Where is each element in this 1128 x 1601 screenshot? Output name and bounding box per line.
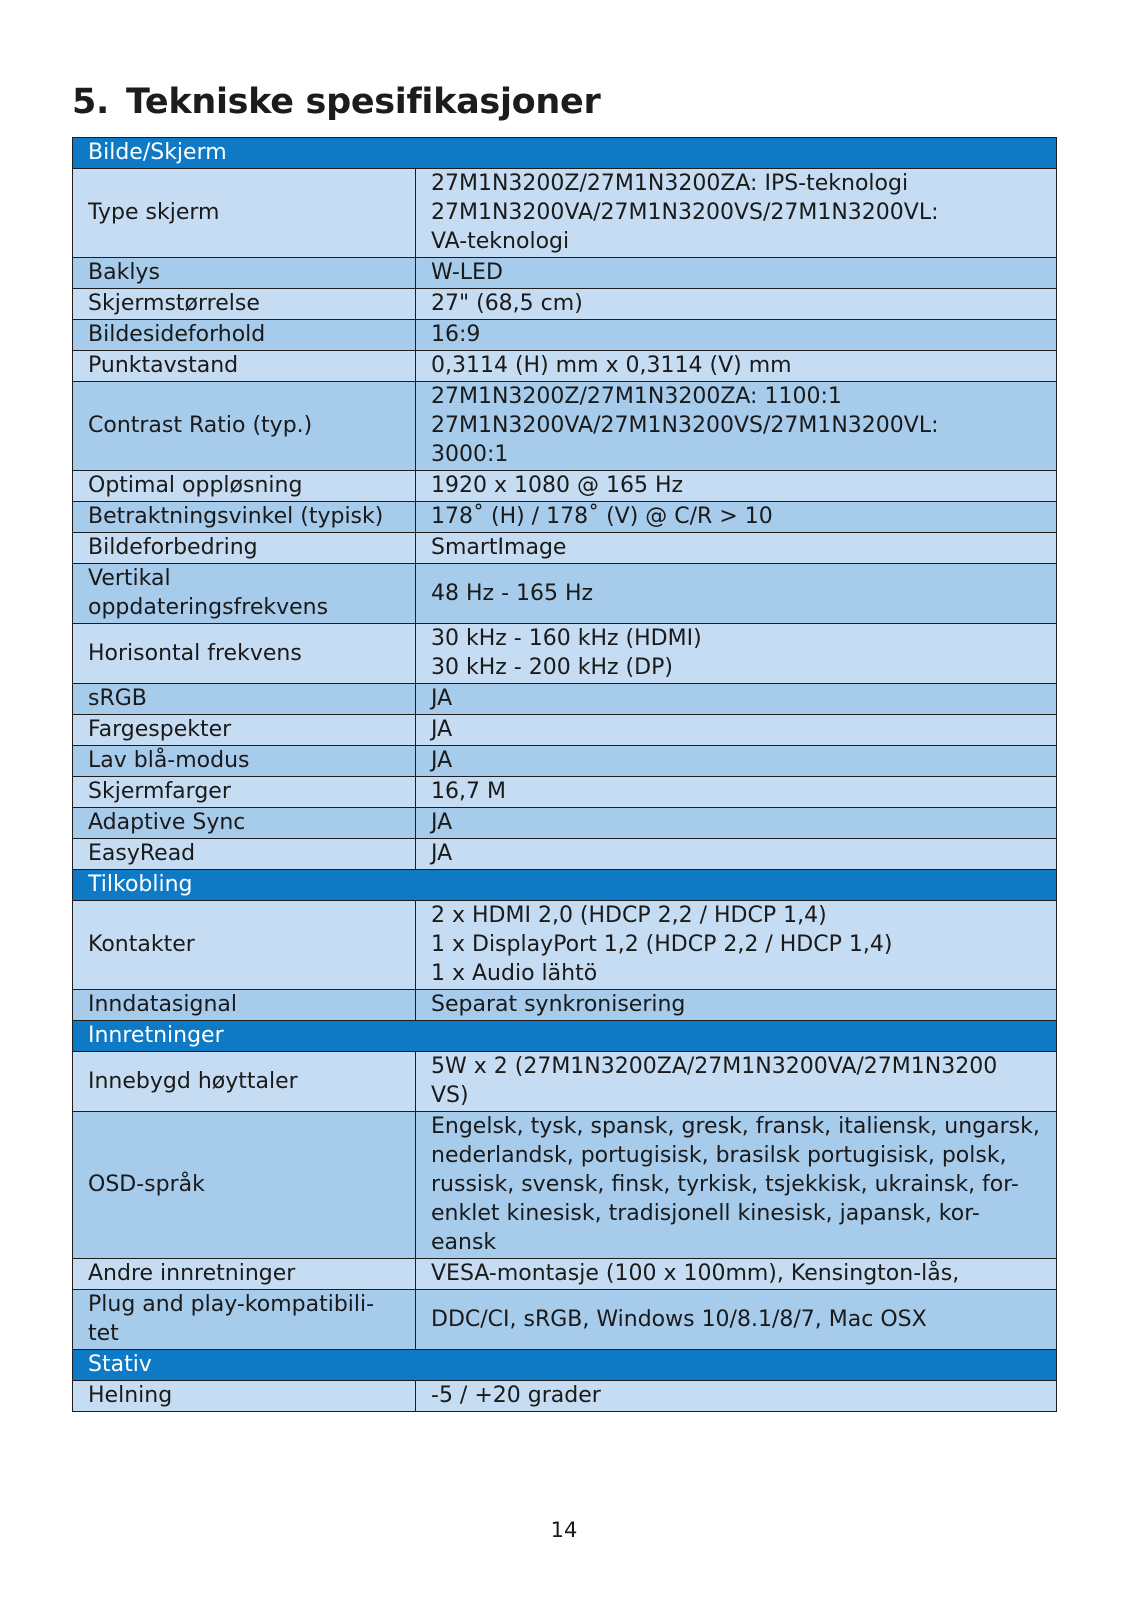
section-title: Stativ bbox=[73, 1350, 1057, 1381]
spec-value bbox=[416, 258, 1057, 289]
spec-value bbox=[416, 351, 1057, 382]
spec-value-line: Separat synkronisering bbox=[431, 992, 686, 1017]
spec-value bbox=[416, 169, 1057, 258]
spec-label: Horisontal frekvens bbox=[73, 624, 416, 684]
spec-value-line: 27M1N3200Z/27M1N3200ZA: 1100:1 bbox=[431, 384, 842, 409]
spec-value-line: JA bbox=[431, 717, 453, 742]
spec-value-line: 27M1N3200VA/27M1N3200VS/27M1N3200VL: bbox=[431, 200, 939, 225]
spec-value-line: 16,7 M bbox=[431, 779, 506, 804]
spec-value-line: 1 x Audio lähtö bbox=[431, 961, 598, 986]
spec-value-line: -5 / +20 grader bbox=[431, 1383, 601, 1408]
spec-value-line: 0,3114 (H) mm x 0,3114 (V) mm bbox=[431, 353, 792, 378]
spec-value-line: eansk bbox=[431, 1230, 497, 1255]
spec-row bbox=[73, 1290, 1057, 1350]
spec-row bbox=[73, 382, 1057, 471]
spec-row bbox=[73, 990, 1057, 1021]
spec-value bbox=[416, 901, 1057, 990]
spec-row bbox=[73, 684, 1057, 715]
spec-row bbox=[73, 258, 1057, 289]
spec-value bbox=[416, 808, 1057, 839]
spec-row bbox=[73, 320, 1057, 351]
spec-row bbox=[73, 1112, 1057, 1259]
page-title bbox=[72, 82, 600, 122]
spec-label: Skjermstørrelse bbox=[73, 289, 416, 320]
spec-value bbox=[416, 533, 1057, 564]
section-title: Bilde/Skjerm bbox=[73, 138, 1057, 169]
spec-value-line: VESA-montasje (100 x 100mm), Kensington-lås, bbox=[431, 1261, 960, 1286]
spec-row bbox=[73, 1381, 1057, 1412]
spec-value-line: VS) bbox=[431, 1083, 469, 1108]
spec-value-line: 27" (68,5 cm) bbox=[431, 291, 583, 316]
spec-value-line: 1 x DisplayPort 1,2 (HDCP 2,2 / HDCP 1,4) bbox=[431, 932, 893, 957]
spec-row bbox=[73, 169, 1057, 258]
spec-label: Lav blå-modus bbox=[73, 746, 416, 777]
spec-value-line: JA bbox=[431, 686, 453, 711]
spec-label: sRGB bbox=[73, 684, 416, 715]
spec-label: Betraktningsvinkel (typisk) bbox=[73, 502, 416, 533]
spec-label: Innebygd høyttaler bbox=[73, 1052, 416, 1112]
spec-label: Plug and play-kompatibili- tet bbox=[73, 1290, 416, 1350]
spec-value-line: enklet kinesisk, tradisjonell kinesisk, japansk, kor- bbox=[431, 1201, 980, 1226]
spec-value-line: Engelsk, tysk, spansk, gresk, fransk, italiensk, ungarsk, bbox=[431, 1114, 1040, 1139]
spec-label: Skjermfarger bbox=[73, 777, 416, 808]
spec-value bbox=[416, 746, 1057, 777]
spec-value-line: W-LED bbox=[431, 260, 503, 285]
spec-label: Optimal oppløsning bbox=[73, 471, 416, 502]
spec-value-line: 2 x HDMI 2,0 (HDCP 2,2 / HDCP 1,4) bbox=[431, 903, 827, 928]
spec-row bbox=[73, 502, 1057, 533]
spec-value-line: 178˚ (H) / 178˚ (V) @ C/R > 10 bbox=[431, 504, 773, 529]
spec-label: Baklys bbox=[73, 258, 416, 289]
spec-value bbox=[416, 320, 1057, 351]
spec-value bbox=[416, 684, 1057, 715]
spec-row bbox=[73, 351, 1057, 382]
spec-label: Inndatasignal bbox=[73, 990, 416, 1021]
spec-label: OSD-språk bbox=[73, 1112, 416, 1259]
spec-row bbox=[73, 839, 1057, 870]
spec-value-line: VA-teknologi bbox=[431, 229, 570, 254]
spec-label: EasyRead bbox=[73, 839, 416, 870]
spec-value-line: russisk, svensk, finsk, tyrkisk, tsjekkisk, ukrainsk, for- bbox=[431, 1172, 1019, 1197]
heading-number: 5. bbox=[72, 82, 110, 122]
spec-value bbox=[416, 471, 1057, 502]
spec-label: Vertikal oppdateringsfrekvens bbox=[73, 564, 416, 624]
spec-value-line: 5W x 2 (27M1N3200ZA/27M1N3200VA/27M1N3200 bbox=[431, 1054, 998, 1079]
spec-value bbox=[416, 564, 1057, 624]
spec-row bbox=[73, 715, 1057, 746]
spec-row bbox=[73, 564, 1057, 624]
spec-label: Punktavstand bbox=[73, 351, 416, 382]
spec-value bbox=[416, 624, 1057, 684]
spec-value-line: 3000:1 bbox=[431, 442, 509, 467]
spec-value bbox=[416, 382, 1057, 471]
spec-row bbox=[73, 901, 1057, 990]
spec-value bbox=[416, 1052, 1057, 1112]
spec-value bbox=[416, 1259, 1057, 1290]
spec-value bbox=[416, 1381, 1057, 1412]
spec-label: Helning bbox=[73, 1381, 416, 1412]
section-header bbox=[73, 138, 1057, 169]
spec-value-line: SmartImage bbox=[431, 535, 567, 560]
spec-label: Andre innretninger bbox=[73, 1259, 416, 1290]
spec-value-line: 30 kHz - 160 kHz (HDMI) bbox=[431, 626, 702, 651]
spec-value-line: JA bbox=[431, 810, 453, 835]
spec-value bbox=[416, 289, 1057, 320]
spec-row bbox=[73, 1259, 1057, 1290]
page-number: 14 bbox=[550, 1518, 578, 1542]
spec-value-line: nederlandsk, portugisisk, brasilsk portugisisk, polsk, bbox=[431, 1143, 1007, 1168]
section-title: Innretninger bbox=[73, 1021, 1057, 1052]
spec-row bbox=[73, 289, 1057, 320]
spec-row bbox=[73, 746, 1057, 777]
spec-table bbox=[72, 137, 1057, 1412]
spec-row bbox=[73, 471, 1057, 502]
spec-row bbox=[73, 808, 1057, 839]
section-header bbox=[73, 870, 1057, 901]
spec-row bbox=[73, 777, 1057, 808]
spec-value-line: 48 Hz - 165 Hz bbox=[431, 580, 594, 606]
spec-row bbox=[73, 624, 1057, 684]
spec-label: Fargespekter bbox=[73, 715, 416, 746]
section-header bbox=[73, 1350, 1057, 1381]
spec-value bbox=[416, 1290, 1057, 1350]
spec-value-line: 16:9 bbox=[431, 322, 481, 347]
spec-row bbox=[73, 1052, 1057, 1112]
spec-value-line: 1920 x 1080 @ 165 Hz bbox=[431, 473, 684, 498]
spec-value bbox=[416, 777, 1057, 808]
spec-value-line: 27M1N3200Z/27M1N3200ZA: IPS-teknologi bbox=[431, 171, 909, 196]
section-header bbox=[73, 1021, 1057, 1052]
spec-value bbox=[416, 715, 1057, 746]
heading-text: Tekniske spesifikasjoner bbox=[126, 82, 601, 122]
spec-value-line: DDC/CI, sRGB, Windows 10/8.1/8/7, Mac OSX bbox=[431, 1306, 927, 1332]
spec-value bbox=[416, 990, 1057, 1021]
spec-value-line: JA bbox=[431, 748, 453, 773]
spec-value-line: JA bbox=[431, 841, 453, 866]
spec-row bbox=[73, 533, 1057, 564]
spec-value bbox=[416, 502, 1057, 533]
spec-value bbox=[416, 839, 1057, 870]
section-title: Tilkobling bbox=[73, 870, 1057, 901]
spec-label: Contrast Ratio (typ.) bbox=[73, 382, 416, 471]
spec-label: Kontakter bbox=[73, 901, 416, 990]
spec-value bbox=[416, 1112, 1057, 1259]
spec-label: Adaptive Sync bbox=[73, 808, 416, 839]
spec-label: Bildeforbedring bbox=[73, 533, 416, 564]
spec-label: Bildesideforhold bbox=[73, 320, 416, 351]
spec-value-line: 30 kHz - 200 kHz (DP) bbox=[431, 655, 673, 680]
spec-label: Type skjerm bbox=[73, 169, 416, 258]
spec-value-line: 27M1N3200VA/27M1N3200VS/27M1N3200VL: bbox=[431, 413, 939, 438]
